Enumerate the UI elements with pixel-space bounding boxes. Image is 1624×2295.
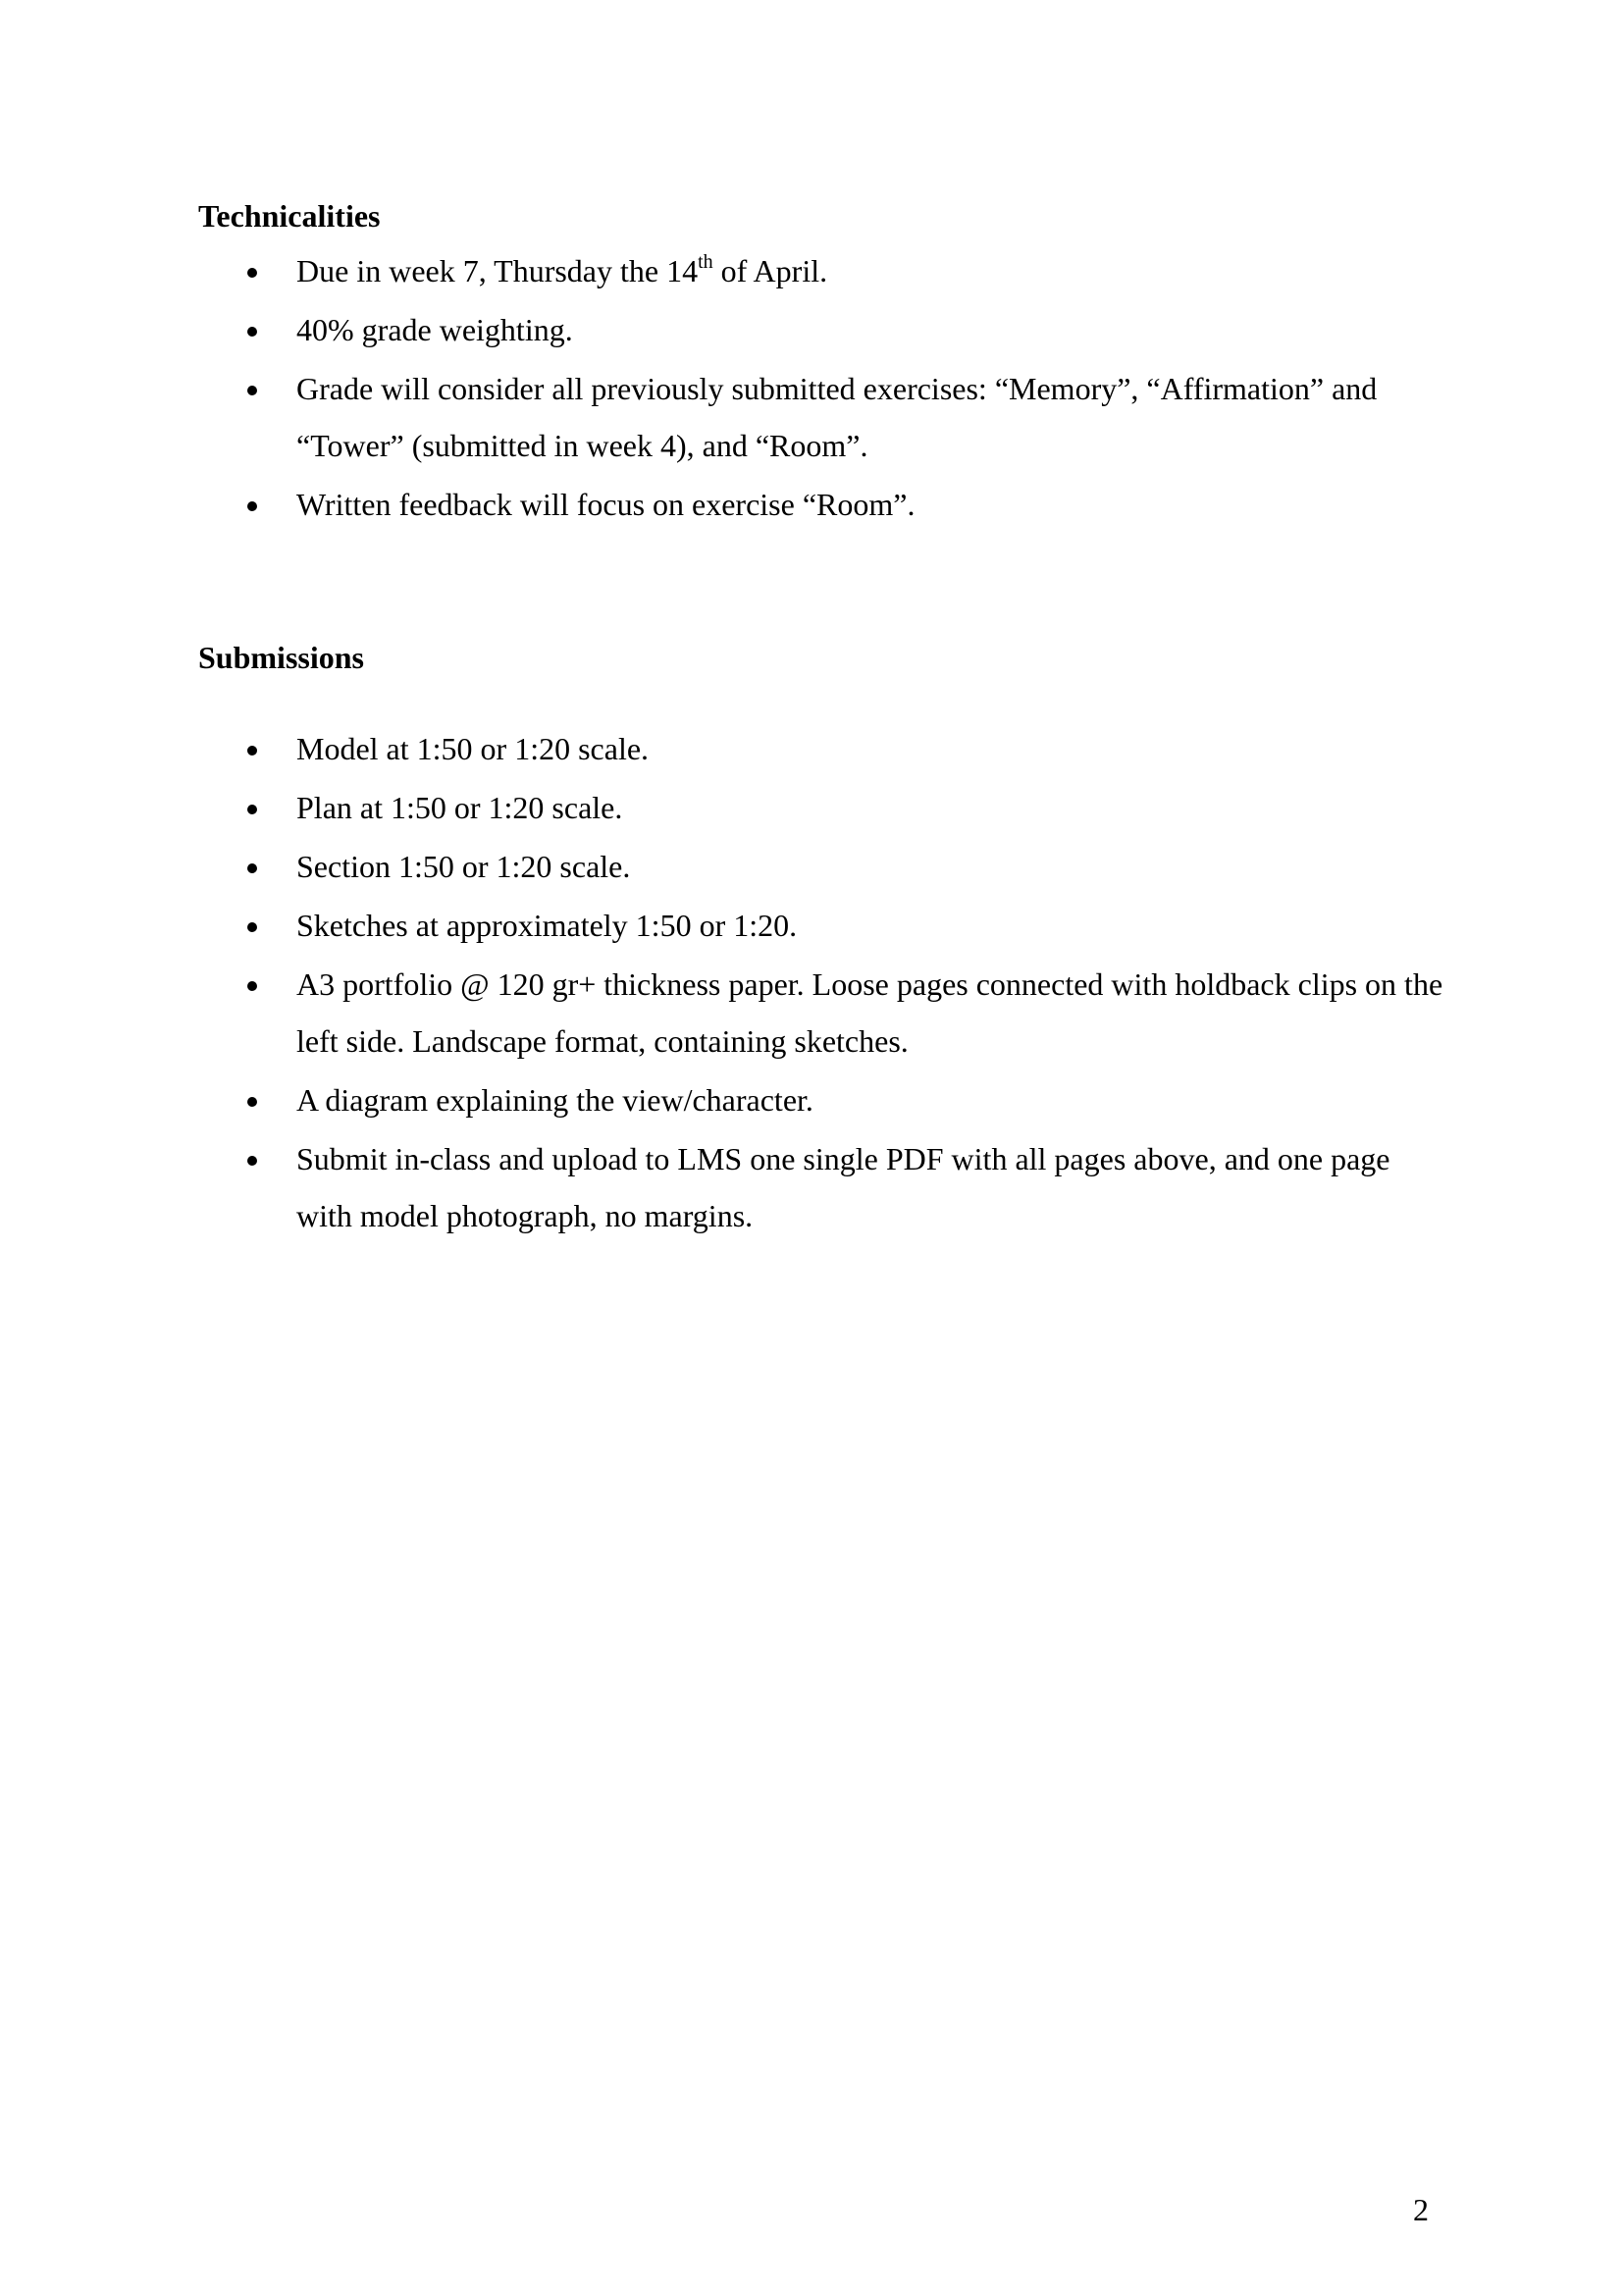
list-item <box>245 897 1452 954</box>
bullet-icon <box>247 922 257 932</box>
list-item-text: Submit in-class and upload to LMS one single PDF with all pages above, and one page with model photograph, no margins. <box>296 1141 1390 1233</box>
list-item-text: Due in week 7, Thursday the 14 <box>296 253 699 288</box>
bullet-icon <box>247 1097 257 1107</box>
bullet-icon <box>247 386 257 395</box>
list-item-text: Grade will consider all previously submitted exercises: “Memory”, “Affirmation” and “Tower” (submitted in week 4), and “Room”. <box>296 371 1378 463</box>
list-item <box>245 242 1452 299</box>
bullet-icon <box>247 268 257 278</box>
list-item <box>245 956 1452 1069</box>
list-item <box>245 838 1452 895</box>
bullet-icon <box>247 501 257 511</box>
section-heading-submissions: Submissions <box>198 640 364 675</box>
list-item <box>245 720 1452 777</box>
list-item-text: Sketches at approximately 1:50 or 1:20. <box>296 908 798 943</box>
bullet-icon <box>247 863 257 873</box>
list-item-text: Plan at 1:50 or 1:20 scale. <box>296 790 623 825</box>
list-item <box>245 476 1452 533</box>
submissions-list <box>245 720 1452 1246</box>
bullet-icon <box>247 981 257 991</box>
list-item-text: of April. <box>712 253 828 288</box>
list-item-text: Model at 1:50 or 1:20 scale. <box>296 731 650 766</box>
list-item <box>245 779 1452 836</box>
section-heading-technicalities: Technicalities <box>198 198 381 234</box>
list-item <box>245 1130 1452 1244</box>
list-item-text: Section 1:50 or 1:20 scale. <box>296 849 631 884</box>
list-item-text: A3 portfolio @ 120 gr+ thickness paper. Loose pages connected with holdback clips on the left side. Landscape format, containing sketches. <box>296 966 1443 1059</box>
bullet-icon <box>247 746 257 756</box>
list-item-text: Written feedback will focus on exercise “Room”. <box>296 487 916 522</box>
bullet-icon <box>247 1156 257 1166</box>
superscript: th <box>698 251 713 274</box>
list-item-text: 40% grade weighting. <box>296 312 573 347</box>
page-number: 2 <box>1413 2192 1429 2227</box>
list-item <box>245 1071 1452 1128</box>
list-item-text: A diagram explaining the view/character. <box>296 1082 813 1118</box>
technicalities-list <box>245 242 1452 535</box>
bullet-icon <box>247 327 257 337</box>
bullet-icon <box>247 805 257 814</box>
list-item <box>245 301 1452 358</box>
list-item <box>245 360 1452 474</box>
